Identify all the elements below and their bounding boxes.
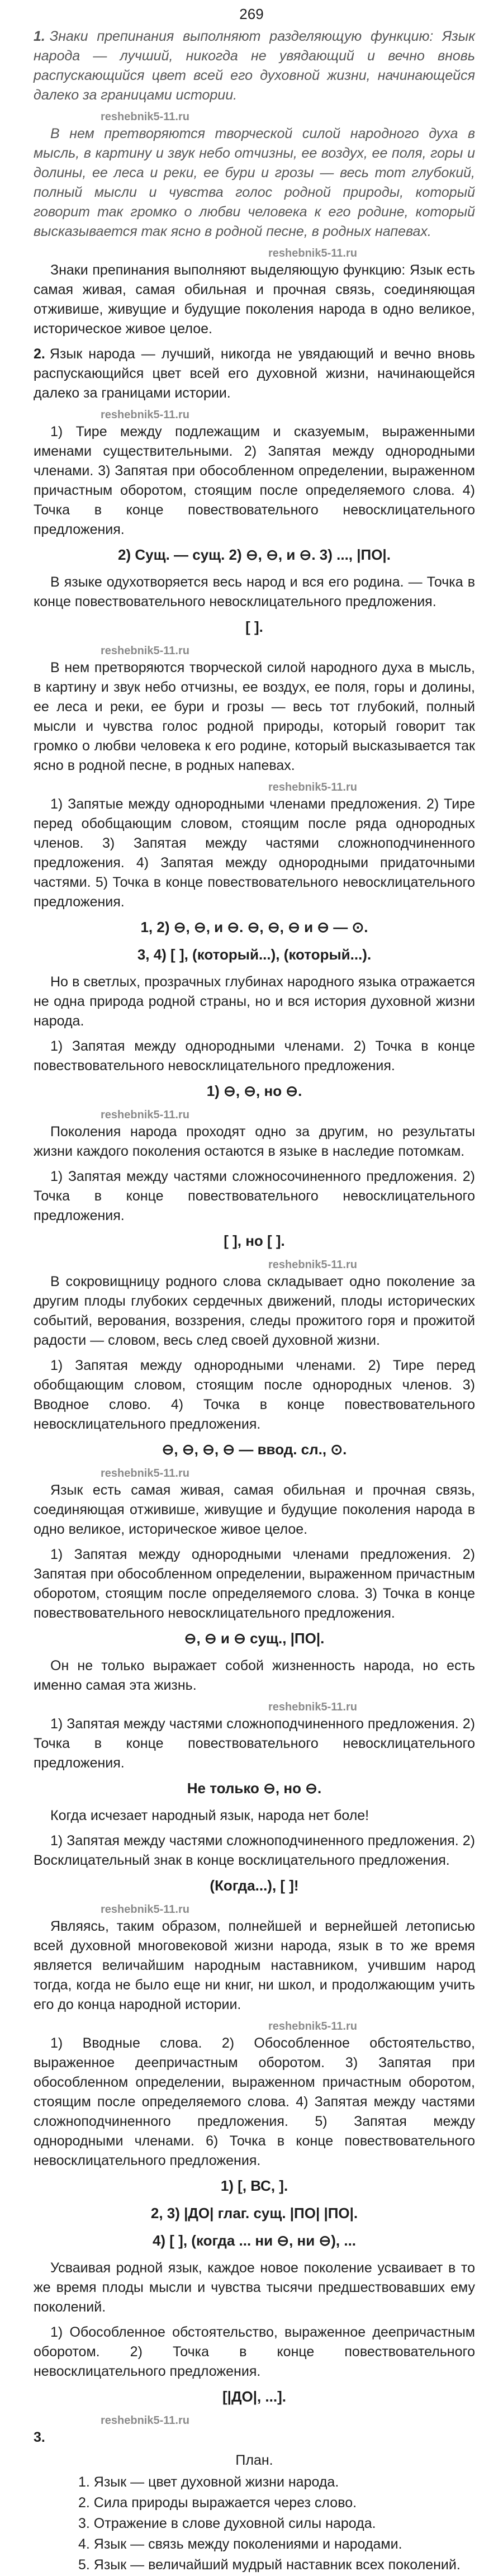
scheme-s3-b: 3, 4) [ ], (который...), (который...). — [137, 946, 372, 963]
task2-number: 2. — [34, 346, 45, 362]
scheme-s6: ⊖, ⊖, ⊖, ⊖ — ввод. сл., ⊙. — [162, 1441, 347, 1458]
plan-item: 4. Язык — связь между поколениями и народами. — [78, 2536, 402, 2552]
task2-s11: Усваивая родной язык, каждое новое поколение усваивает в то же время плоды мысли и чувства тысячи предшествовавших ему поколений. — [34, 2260, 475, 2315]
watermark: reshebnik5-11.ru — [268, 1701, 357, 1713]
task2-s8-explanation: 1) Запятая между частями сложноподчиненного предложения. 2) Точка в конце повествовательного невосклицательного предложения. — [34, 1716, 475, 1771]
plan-item: 2. Сила природы выражается через слово. — [78, 2495, 357, 2511]
task1-highlight-intro: Знаки препинания выполняют выделяющую функцию: Язык есть самая живая, самая обильная и прочная связь, соединяющая отживише, живущие и будущие поколения народа в одно великое, историческое живое целое. — [34, 262, 475, 337]
scheme-s10-3: 4) [ ], (когда ... ни ⊖, ни ⊖), ... — [152, 2232, 357, 2249]
watermark: reshebnik5-11.ru — [101, 111, 189, 123]
task2-s7-explanation: 1) Запятая между однородными членами предложения. 2) Запятая при обособленном определении, выраженном причастным оборотом, стоящим после определяемого слова. 3) Точка в конце повествовательного невосклицательного предложения. — [34, 1547, 475, 1621]
watermark: reshebnik5-11.ru — [101, 2414, 189, 2427]
watermark: reshebnik5-11.ru — [268, 2020, 357, 2033]
watermark: reshebnik5-11.ru — [268, 1259, 357, 1271]
task2-s8: Он не только выражает собой жизненность народа, но есть именно самая эта жизнь. — [34, 1658, 475, 1693]
task3-header — [34, 2428, 475, 2447]
scheme-s5: [ ], но [ ]. — [224, 1232, 285, 1249]
task2-s7: Язык есть самая живая, самая обильная и прочная связь, соединяющая отживише, живущие и будущие поколения народа в одно великое, историческое живое целое. — [34, 1482, 475, 1537]
task2-s6-explanation: 1) Запятая между однородными членами. 2) Тире перед обобщающим словом, стоящим после однородных членов. 3) Вводное слово. 4) Точка в конце повествовательного невосклицательного предложения. — [34, 1358, 475, 1432]
watermark: reshebnik5-11.ru — [101, 1467, 189, 1480]
scheme-s2: [ ]. — [245, 618, 263, 635]
task2-s9-explanation: 1) Запятая между частями сложноподчиненного предложения. 2) Восклицательный знак в конце восклицательного предложения. — [34, 1833, 475, 1868]
task3-number: 3. — [34, 2430, 45, 2445]
task2-s5: Поколения народа проходят одно за другим, но результаты жизни каждого поколения остаются в языке в наследие потомкам. — [34, 1124, 475, 1159]
plan-item: 5. Язык — величайший мудрый наставник всех поколений. — [78, 2557, 461, 2573]
plan-item: 1. Язык — цвет духовной жизни народа. — [78, 2474, 339, 2490]
scheme-s1: 2) Сущ. — сущ. 2) ⊖, ⊖, и ⊖. 3) ..., |ПО|. — [118, 546, 391, 563]
scheme-s9: (Когда...), [ ]! — [210, 1877, 299, 1894]
task2-s1-explanation: 1) Тире между подлежащим и сказуемым, выраженными именами существительными. 2) Запятая между однородными членами. 3) Запятая при обособленном определении, выраженном причастным оборотом, стоящим после определяемого слова. 4) Точка в конце повествовательного невосклицательного предложения. — [34, 424, 475, 537]
watermark: reshebnik5-11.ru — [101, 645, 189, 657]
watermark: reshebnik5-11.ru — [101, 1109, 189, 1121]
scheme-s8: Не только ⊖, но ⊖. — [187, 1780, 322, 1797]
task2-s4-explanation: 1) Запятая между однородными членами. 2) Точка в конце повествовательного невосклицательного предложения. — [34, 1038, 475, 1074]
scheme-s10-2: 2, 3) |ДО| глаг. сущ. |ПО| |ПО|. — [150, 2205, 358, 2221]
watermark: reshebnik5-11.ru — [268, 781, 357, 793]
task2-s9: Когда исчезает народный язык, народа нет боле! — [50, 1808, 369, 1823]
task1-intro: 1. Знаки препинания выполняют разделяющую функцию: Язык народа — лучший, никогда не увядающий и вечно вновь распускающийся цвет всей его духовной жизни, начинающейся далеко за границами истории. — [34, 27, 475, 105]
task2-s1: 2. Язык народа — лучший, никогда не увядающий и вечно вновь распускающийся цвет всей его духовной жизни, начинающейся далеко за границами истории. — [34, 344, 475, 403]
task1-number: 1. — [34, 29, 45, 44]
scheme-s3: 1, 2) ⊖, ⊖, и ⊖. ⊖, ⊖, ⊖ и ⊖ — ⊙. — [140, 919, 368, 935]
task2-s11-explanation: 1) Обособленное обстоятельство, выраженное деепричастным оборотом. 2) Точка в конце повествовательного невосклицательного предложения. — [34, 2324, 475, 2379]
watermark: reshebnik5-11.ru — [101, 1903, 189, 1916]
task2-s10-explanation: 1) Вводные слова. 2) Обособленное обстоятельство, выраженное деепричастным оборотом. 3) Запятая при обособленном определении, выраженном причастным оборотом, стоящим после определяемого слова. 4) Запятая между частями сложноподчиненного предложения. 5) Запятая между однородными членами. 6) Точка в конце повествовательного невосклицательного предложения. — [34, 2035, 475, 2168]
scheme-s7: ⊖, ⊖ и ⊖ сущ., |ПО|. — [184, 1630, 325, 1647]
scheme-s4: 1) ⊖, ⊖, но ⊖. — [206, 1083, 302, 1099]
task2-s10: Являясь, таким образом, полнейшей и вернейшей летописью всей духовной многовековой жизни народа, язык в то же время является величайшим народным наставником, учившим народ тогда, когда не было еще ни книг, ни школ, и продолжающим учить его до конца народной истории. — [34, 1918, 475, 2012]
watermark: reshebnik5-11.ru — [101, 409, 189, 421]
document-body — [34, 27, 475, 2576]
task2-s5-explanation: 1) Запятая между частями сложносочиненного предложения. 2) Точка в конце повествовательного невосклицательного предложения. — [34, 1169, 475, 1223]
plan-title: План. — [235, 2452, 273, 2468]
task2-s4: Но в светлых, прозрачных глубинах народного языка отражается не одна природа родной страны, но и вся история духовной жизни народа. — [34, 974, 475, 1029]
task2-s3: В нем претворяются творческой силой народного духа в мысль, в картину и звук небо отчизны, ее воздух, ее поля, горы и долины, ее леса и реки, ее бури и грозы — весь тот глубокий, полный мысли и чувства голос родной природы, который говорит так громко о любви человека к его родине, который высказывается так ясно в родной песне, в родных напевах. — [34, 660, 475, 773]
scheme-s10-1: 1) [, ВС, ]. — [220, 2177, 288, 2194]
task2-s3-explanation: 1) Запятые между однородными членами предложения. 2) Тире перед обобщающим словом, стоящим после ряда однородных членов. 3) Запятая между частями сложноподчиненного предложения. 4) Запятая между однородными придаточными частями. 5) Точка в конце повествовательного невосклицательного предложения. — [34, 796, 475, 910]
page-number: 269 — [239, 6, 264, 22]
task2-s6: В сокровищницу родного слова складывает одно поколение за другим плоды глубоких сердечных движений, плоды исторических событий, верования, воззрения, следы прожитого горя и прожитой радости — словом, весь след своей духовной жизни. — [34, 1274, 475, 1348]
task1-sentence2: В нем претворяются творческой силой народного духа в мысль, в картину и звук небо отчизны, ее воздух, ее поля, горы и долины, ее леса и реки, ее бури и грозы — весь тот глубокий, полный мысли и чувства голос родной природы, который говорит так громко о любви человека к его родине, который высказывается так ясно в родной песне, в родных напевах. — [34, 126, 475, 239]
task2-s2: В языке одухотворяется весь народ и вся его родина. — Точка в конце повествовательного невосклицательного предложения. — [34, 574, 475, 609]
watermark: reshebnik5-11.ru — [268, 247, 357, 259]
scheme-s11: [|ДО|, ...]. — [222, 2388, 286, 2405]
plan-item: 3. Отражение в слове духовной силы народа. — [78, 2516, 376, 2531]
